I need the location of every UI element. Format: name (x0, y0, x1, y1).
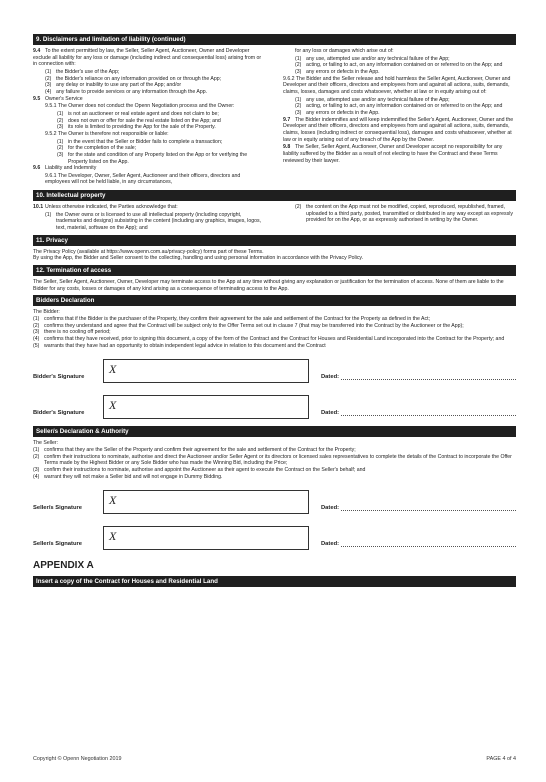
clause-number: (1) (295, 55, 302, 62)
clause-item (33, 447, 516, 454)
clause-item (283, 69, 516, 76)
clause-text: for the state and condition of any Property listed on the App or for verifying the Property listed on the App. (68, 151, 248, 165)
clause-item (33, 118, 266, 125)
clause-text: the Bidder's reliance on any information provided on or through the App; (56, 75, 222, 82)
clause-item (33, 103, 266, 110)
clause-number: 9.5 (33, 95, 41, 102)
clause-text: there is no cooling off period; (44, 329, 111, 336)
seller-signature-row-2 (33, 524, 516, 550)
section-12-title: 12. Termination of access (33, 265, 516, 276)
section-10-title: 10. Intellectual property (33, 190, 516, 201)
clause-text: confirm their instructions to nominate, authorise and appoint the Auctioneer as their agent to execute the Contract on the Seller's behalf; and (44, 466, 366, 473)
clause-number: (4) (33, 336, 40, 342)
seller-signature-label: Seller/s Signature (33, 540, 82, 547)
clause-number: (1) (57, 138, 64, 145)
seller-dated-field[interactable] (341, 510, 516, 511)
clause-number: (3) (33, 466, 40, 473)
clause-number: (2) (57, 117, 64, 124)
seller-dated-label: Dated: (321, 540, 340, 547)
clause-item (33, 145, 266, 152)
clause-text: The Bidder indemnifies and will keep indemnified the Seller's Agent, Auctioneer, Owner and the Developer and their officers, directors and employees from and against all actions, suits, demands, claims, losses (including indirect or consequential loss), damages and costs whatsoever, whether at law or in equity arising out of any breach of the App by the Owner. (283, 116, 514, 143)
section-9-left-column (33, 48, 266, 187)
clause-number: (2) (33, 453, 40, 460)
clause-number: (1) (45, 68, 52, 75)
clause-number: 10.1 (33, 204, 44, 211)
clause-text: acting, or failing to act, on any information contained on or referred to on the App; and (306, 103, 503, 110)
sellers-declaration-title: Seller/s Declaration & Authority (33, 426, 516, 437)
clause-text: confirm their instructions to nominate, authorise and direct the Auctioneer and/or Seller Agent or its directors or licensed sales representatives to complete the details of the Contract to incorporate the Offer Terms made by the Highest Bidder or any Sole Bidder who has made the Winning Bid, including the Price; (44, 453, 512, 467)
clause-text: warrant they will not make a Seller bid and will not engage in Dummy Bidding. (44, 473, 223, 480)
clause-item (283, 62, 516, 69)
clause-text: To the extent permitted by law, the Seller, Seller Agent, Auctioneer, Owner and Developer exclude all liability for any loss or damage (including indirect and consequential loss) arising from or in connection with: (33, 48, 262, 68)
section-12 (33, 265, 516, 292)
clause-text: in the event that the Seller or Bidder fails to complete a transaction; (68, 138, 223, 145)
clause-item (33, 152, 266, 165)
bidders-declaration (33, 295, 516, 419)
clause-item (283, 117, 516, 144)
clause-text: the Owner owns or is licensed to use all intellectual property (including copyright, trademarks and designs) subsisting in the content (including any graphics, images, logos, text, material, software on the App); and (56, 211, 262, 232)
clause-text: confirms that they have received, prior to signing this document, a copy of the form of the Contract and the Contract for Houses and Residential Land incorporated into the Contract for the Property; and (44, 336, 505, 342)
clause-number: (1) (33, 446, 40, 453)
clause-text: is not an auctioneer or real estate agent and does not claim to be; (68, 110, 219, 117)
clause-text: any use, attempted use and/or any technical failure of the App; (306, 96, 450, 103)
clause-number: (3) (295, 109, 302, 116)
clause-text: 9.6.1 The Developer, Owner, Seller Agent, Auctioneer and their officers, directors and employees will not be held liable, in any circumstances, (45, 172, 241, 186)
copyright-text: Copyright © Openn Negotiation 2019 (33, 756, 122, 762)
bidder-signature-box[interactable]: X (103, 395, 309, 419)
clause-number: (3) (295, 68, 302, 75)
bidders-intro: The Bidder: (33, 309, 60, 316)
sellers-intro: The Seller: (33, 440, 59, 447)
clause-text: 9.5.2 The Owner is therefore not responsible or liable: (45, 130, 169, 137)
clause-text: 9.6.2 The Bidder and the Seller release and hold harmless the Seller Agent, Auctioneer, Owner and Developer and their officers, directors and employees from and against all actions, suits, demands, claims, losses, damages and costs whatsoever, whether at law or in equity arising out of: (283, 75, 511, 95)
clause-text: for the completion of the sale; (68, 145, 137, 152)
clause-text: for any loss or damages which arise out of: (295, 48, 394, 54)
clause-number: (4) (33, 473, 40, 480)
clause-number: (2) (295, 204, 302, 211)
clause-number: 9.7 (283, 116, 291, 123)
clause-item (33, 89, 266, 96)
clause-number: 9.4 (33, 48, 41, 54)
clause-item (33, 69, 266, 76)
page-footer (33, 756, 516, 763)
clause-item (33, 124, 266, 131)
seller-signature-row-1 (33, 488, 516, 514)
appendix-bar: Insert a copy of the Contract for Houses and Residential Land (33, 576, 516, 587)
clause-number: (1) (295, 96, 302, 103)
bidder-dated-field[interactable] (341, 379, 516, 380)
page-number: PAGE 4 of 4 (486, 756, 516, 762)
bidder-signature-label: Bidder's Signature (33, 409, 85, 416)
clause-number: (5) (33, 342, 40, 349)
bidders-list (33, 316, 516, 349)
clause-text: 9.5.1 The Owner does not conduct the Openn Negotiation process and the Owner: (45, 103, 235, 110)
appendix (33, 560, 516, 587)
clause-number: (2) (57, 145, 64, 152)
clause-text: Liability and Indemnity (45, 165, 97, 172)
clause-text: any use, attempted use and/or any technical failure of the App; (306, 55, 450, 62)
bidder-signature-row-2 (33, 393, 516, 419)
section-10 (33, 190, 516, 232)
section-10-left-column (33, 204, 266, 232)
seller-signature-label: Seller/s Signature (33, 504, 82, 511)
bidder-dated-field[interactable] (341, 415, 516, 416)
privacy-line: The Privacy Policy (available at https://www.openn.com.au/privacy-policy) forms part of these Terms. (33, 248, 264, 255)
bidders-declaration-title: Bidders Declaration (33, 295, 516, 306)
clause-number: (1) (45, 211, 52, 218)
bidder-dated-label: Dated: (321, 373, 340, 380)
document-page (33, 34, 516, 587)
clause-text: acting, or failing to act, on any information contained on or referred to on the App; and (306, 62, 503, 69)
clause-text: Owner's Service (45, 95, 83, 102)
clause-item (33, 131, 266, 138)
clause-item (33, 48, 266, 68)
clause-text: confirms they understand and agree that the Contract will be subject only to the Offer Terms set out in clause 7 (that may be transferred into the Contract by the Auctioneer or the App); (44, 322, 464, 329)
clause-item (283, 76, 516, 96)
clause-number: (2) (45, 75, 52, 82)
clause-item (33, 316, 516, 323)
clause-text: its role is limited to providing the App for the sale of the Property. (68, 124, 216, 131)
bidder-dated-label: Dated: (321, 409, 340, 416)
clause-text: any errors or defects in the App. (306, 68, 380, 75)
clause-number: (2) (33, 322, 40, 329)
section-9-title: 9. Disclaimers and limitation of liability (continued) (33, 34, 516, 45)
clause-text: warrants that they have had an opportunity to obtain independent legal advice in relation to this document and the Contract (44, 342, 326, 349)
clause-number: (2) (295, 62, 302, 69)
clause-item (283, 56, 516, 63)
clause-number: (4) (45, 88, 52, 95)
clause-number: 9.6 (33, 165, 41, 172)
clause-item (33, 329, 516, 336)
seller-dated-label: Dated: (321, 504, 340, 511)
clause-text: Unless otherwise indicated, the Parties acknowledge that: (45, 204, 178, 211)
clause-item (33, 343, 516, 350)
clause-number: (1) (57, 110, 64, 117)
clause-number: (3) (57, 151, 64, 158)
section-10-right-column (283, 204, 516, 232)
clause-item (33, 336, 516, 343)
section-9 (33, 34, 516, 187)
appendix-heading: APPENDIX A (33, 560, 94, 572)
clause-item (33, 212, 266, 232)
section-11-title: 11. Privacy (33, 235, 516, 246)
clause-number: (2) (295, 103, 302, 110)
seller-signature-box[interactable]: X (103, 490, 309, 514)
clause-item (33, 323, 516, 330)
clause-item (33, 165, 266, 172)
clause-item (33, 204, 266, 211)
section-11 (33, 235, 516, 262)
clause-text: the Bidder's use of the App; (56, 68, 120, 75)
clause-item (33, 111, 266, 118)
clause-number: (1) (33, 316, 40, 323)
clause-item (33, 173, 266, 186)
bidder-signature-label: Bidder's Signature (33, 373, 85, 380)
clause-item (283, 48, 516, 55)
clause-item (33, 82, 266, 89)
clause-text: confirms that if the Bidder is the purchaser of the Property, they confirm their agreement for the sale and settlement of the Contract for the Property as defined in the Act; (44, 316, 430, 323)
bidder-signature-box[interactable]: X (103, 359, 309, 383)
clause-item (283, 144, 516, 164)
seller-dated-field[interactable] (341, 546, 516, 547)
clause-text: any failure to provide services or any information through the App. (56, 88, 208, 95)
clause-text: does not own or offer for sale the real estate listed on the App; and (68, 117, 221, 124)
clause-item (33, 454, 516, 467)
clause-number: (3) (45, 82, 52, 89)
clause-item (33, 139, 266, 146)
seller-signature-box[interactable]: X (103, 526, 309, 550)
section-9-right-column (283, 48, 516, 187)
sellers-list (33, 447, 516, 480)
clause-item (283, 204, 516, 224)
clause-text: the content on the App must not be modified, copied, reproduced, republished, framed, uploaded to a third party, posted, transmitted or distributed in any way except as expressly provided for on the App, or as expressly authorised in writing by the Owner. (306, 204, 513, 224)
bidder-signature-row-1 (33, 357, 516, 383)
clause-item (33, 76, 266, 83)
clause-item (33, 474, 516, 481)
clause-number: (3) (57, 124, 64, 131)
clause-number: (3) (33, 329, 40, 336)
clause-item (33, 467, 516, 474)
clause-number: 9.8 (283, 144, 291, 151)
clause-text: The Seller, Seller Agent, Auctioneer, Owner and Developer accept no responsibility for any liability suffered by the Bidder as a result of not electing to have the Contract and these Terms reviewed by their lawyer. (283, 144, 503, 164)
clause-text: confirms that they are the Seller of the Property and confirm their agreement for the sale and settlement of the Contract for the Property; (44, 446, 356, 453)
termination-text: The Seller, Seller Agent, Auctioneer, Owner, Developer may terminate access to the App at any time without giving any explanation or justification for the termination of access. None of them are liable to the Bidder for any costs, losses or damages of any kind arising as a consequence of terminating access to the App. (33, 279, 504, 292)
clause-item (283, 103, 516, 110)
sellers-declaration (33, 426, 516, 550)
clause-item (283, 110, 516, 117)
clause-item (283, 97, 516, 104)
clause-text: any delay or inability to use any part of the App; and/or (56, 82, 182, 89)
clause-text: any errors or defects in the App. (306, 109, 380, 116)
privacy-line: By using the App, the Bidder and Seller consent to the collecting, handling and using personal information in accordance with the Privacy Policy. (33, 255, 364, 262)
clause-item (33, 96, 266, 103)
